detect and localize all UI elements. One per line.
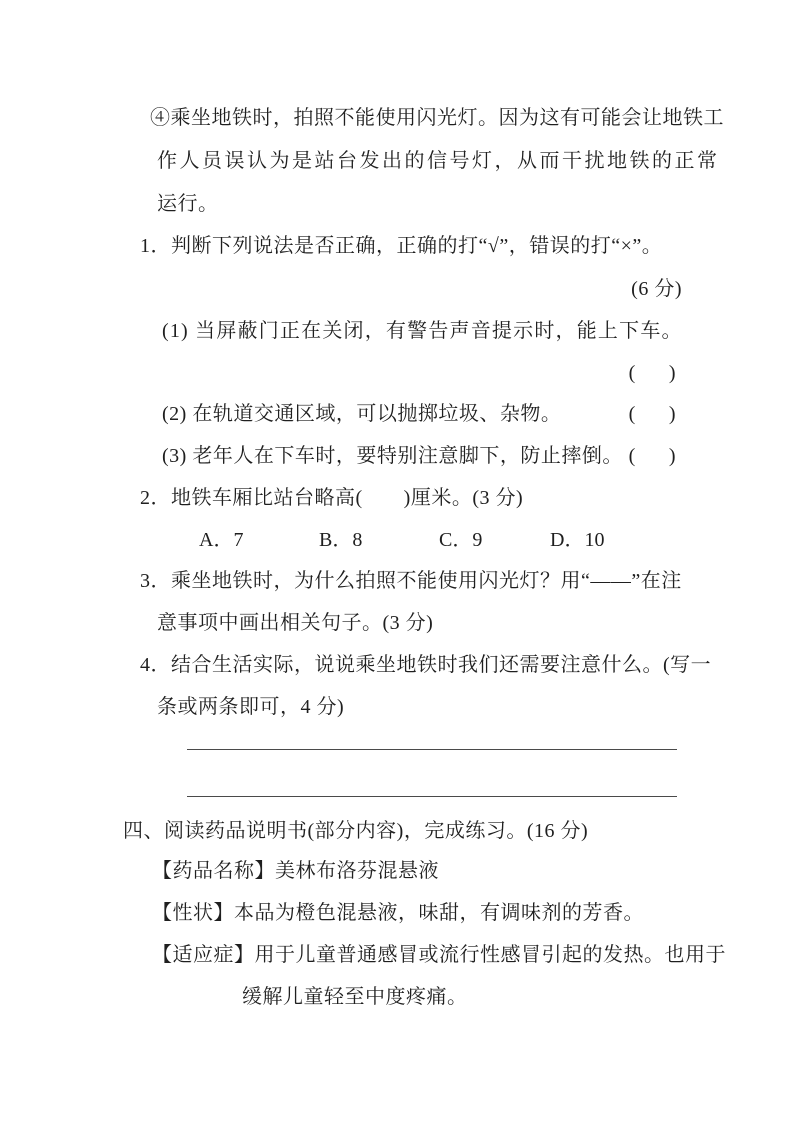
question-1-subitem-2: (2) 在轨道交通区域，可以抛掷垃圾、杂物。 xyxy=(162,403,562,425)
question-1-subitem-1: (1) 当屏蔽门正在关闭，有警告声音提示时，能上下车。 xyxy=(162,320,683,342)
question-2-option-b: B．8 xyxy=(319,529,363,551)
question-2-stem: 2．地铁车厢比站台略高( )厘米。(3 分) xyxy=(140,487,524,509)
question-3-stem-line1: 3．乘坐地铁时，为什么拍照不能使用闪光灯？用“——”在注 xyxy=(140,570,682,592)
answer-blank-line-1 xyxy=(187,748,677,750)
question-2-option-d: D．10 xyxy=(550,529,605,551)
drug-name-line: 【药品名称】美林布洛芬混悬液 xyxy=(152,860,439,882)
question-3-stem-line2: 意事项中画出相关句子。(3 分) xyxy=(157,612,434,634)
question-1-stem: 1．判断下列说法是否正确，正确的打“√”，错误的打“×”。 xyxy=(140,235,663,257)
drug-indications-line2: 缓解儿童轻至中度疼痛。 xyxy=(242,986,468,1008)
passage-note4-line2: 作人员误认为是站台发出的信号灯，从而干扰地铁的正常 xyxy=(157,150,720,172)
answer-paren-1: ( ) xyxy=(628,362,676,384)
answer-paren-3: ( ) xyxy=(628,445,676,467)
passage-note4-line3: 运行。 xyxy=(157,193,219,215)
question-4-stem-line2: 条或两条即可，4 分) xyxy=(157,696,345,718)
question-4-stem-line1: 4．结合生活实际，说说乘坐地铁时我们还需要注意什么。(写一 xyxy=(140,654,712,676)
answer-blank-line-2 xyxy=(187,795,677,797)
section-4-heading: 四、阅读药品说明书(部分内容)，完成练习。(16 分) xyxy=(123,820,589,842)
question-2-option-c: C．9 xyxy=(439,529,483,551)
question-1-subitem-3: (3) 老年人在下车时，要特别注意脚下，防止摔倒。 xyxy=(162,445,623,467)
question-1-score: (6 分) xyxy=(631,278,682,300)
question-2-option-a: A．7 xyxy=(199,529,244,551)
drug-indications-line1: 【适应症】用于儿童普通感冒或流行性感冒引起的发热。也用于 xyxy=(152,944,726,966)
passage-note4-line1: ④乘坐地铁时，拍照不能使用闪光灯。因为这有可能会让地铁工 xyxy=(150,107,724,129)
drug-properties-line: 【性状】本品为橙色混悬液，味甜，有调味剂的芳香。 xyxy=(152,902,644,924)
answer-paren-2: ( ) xyxy=(628,403,676,425)
